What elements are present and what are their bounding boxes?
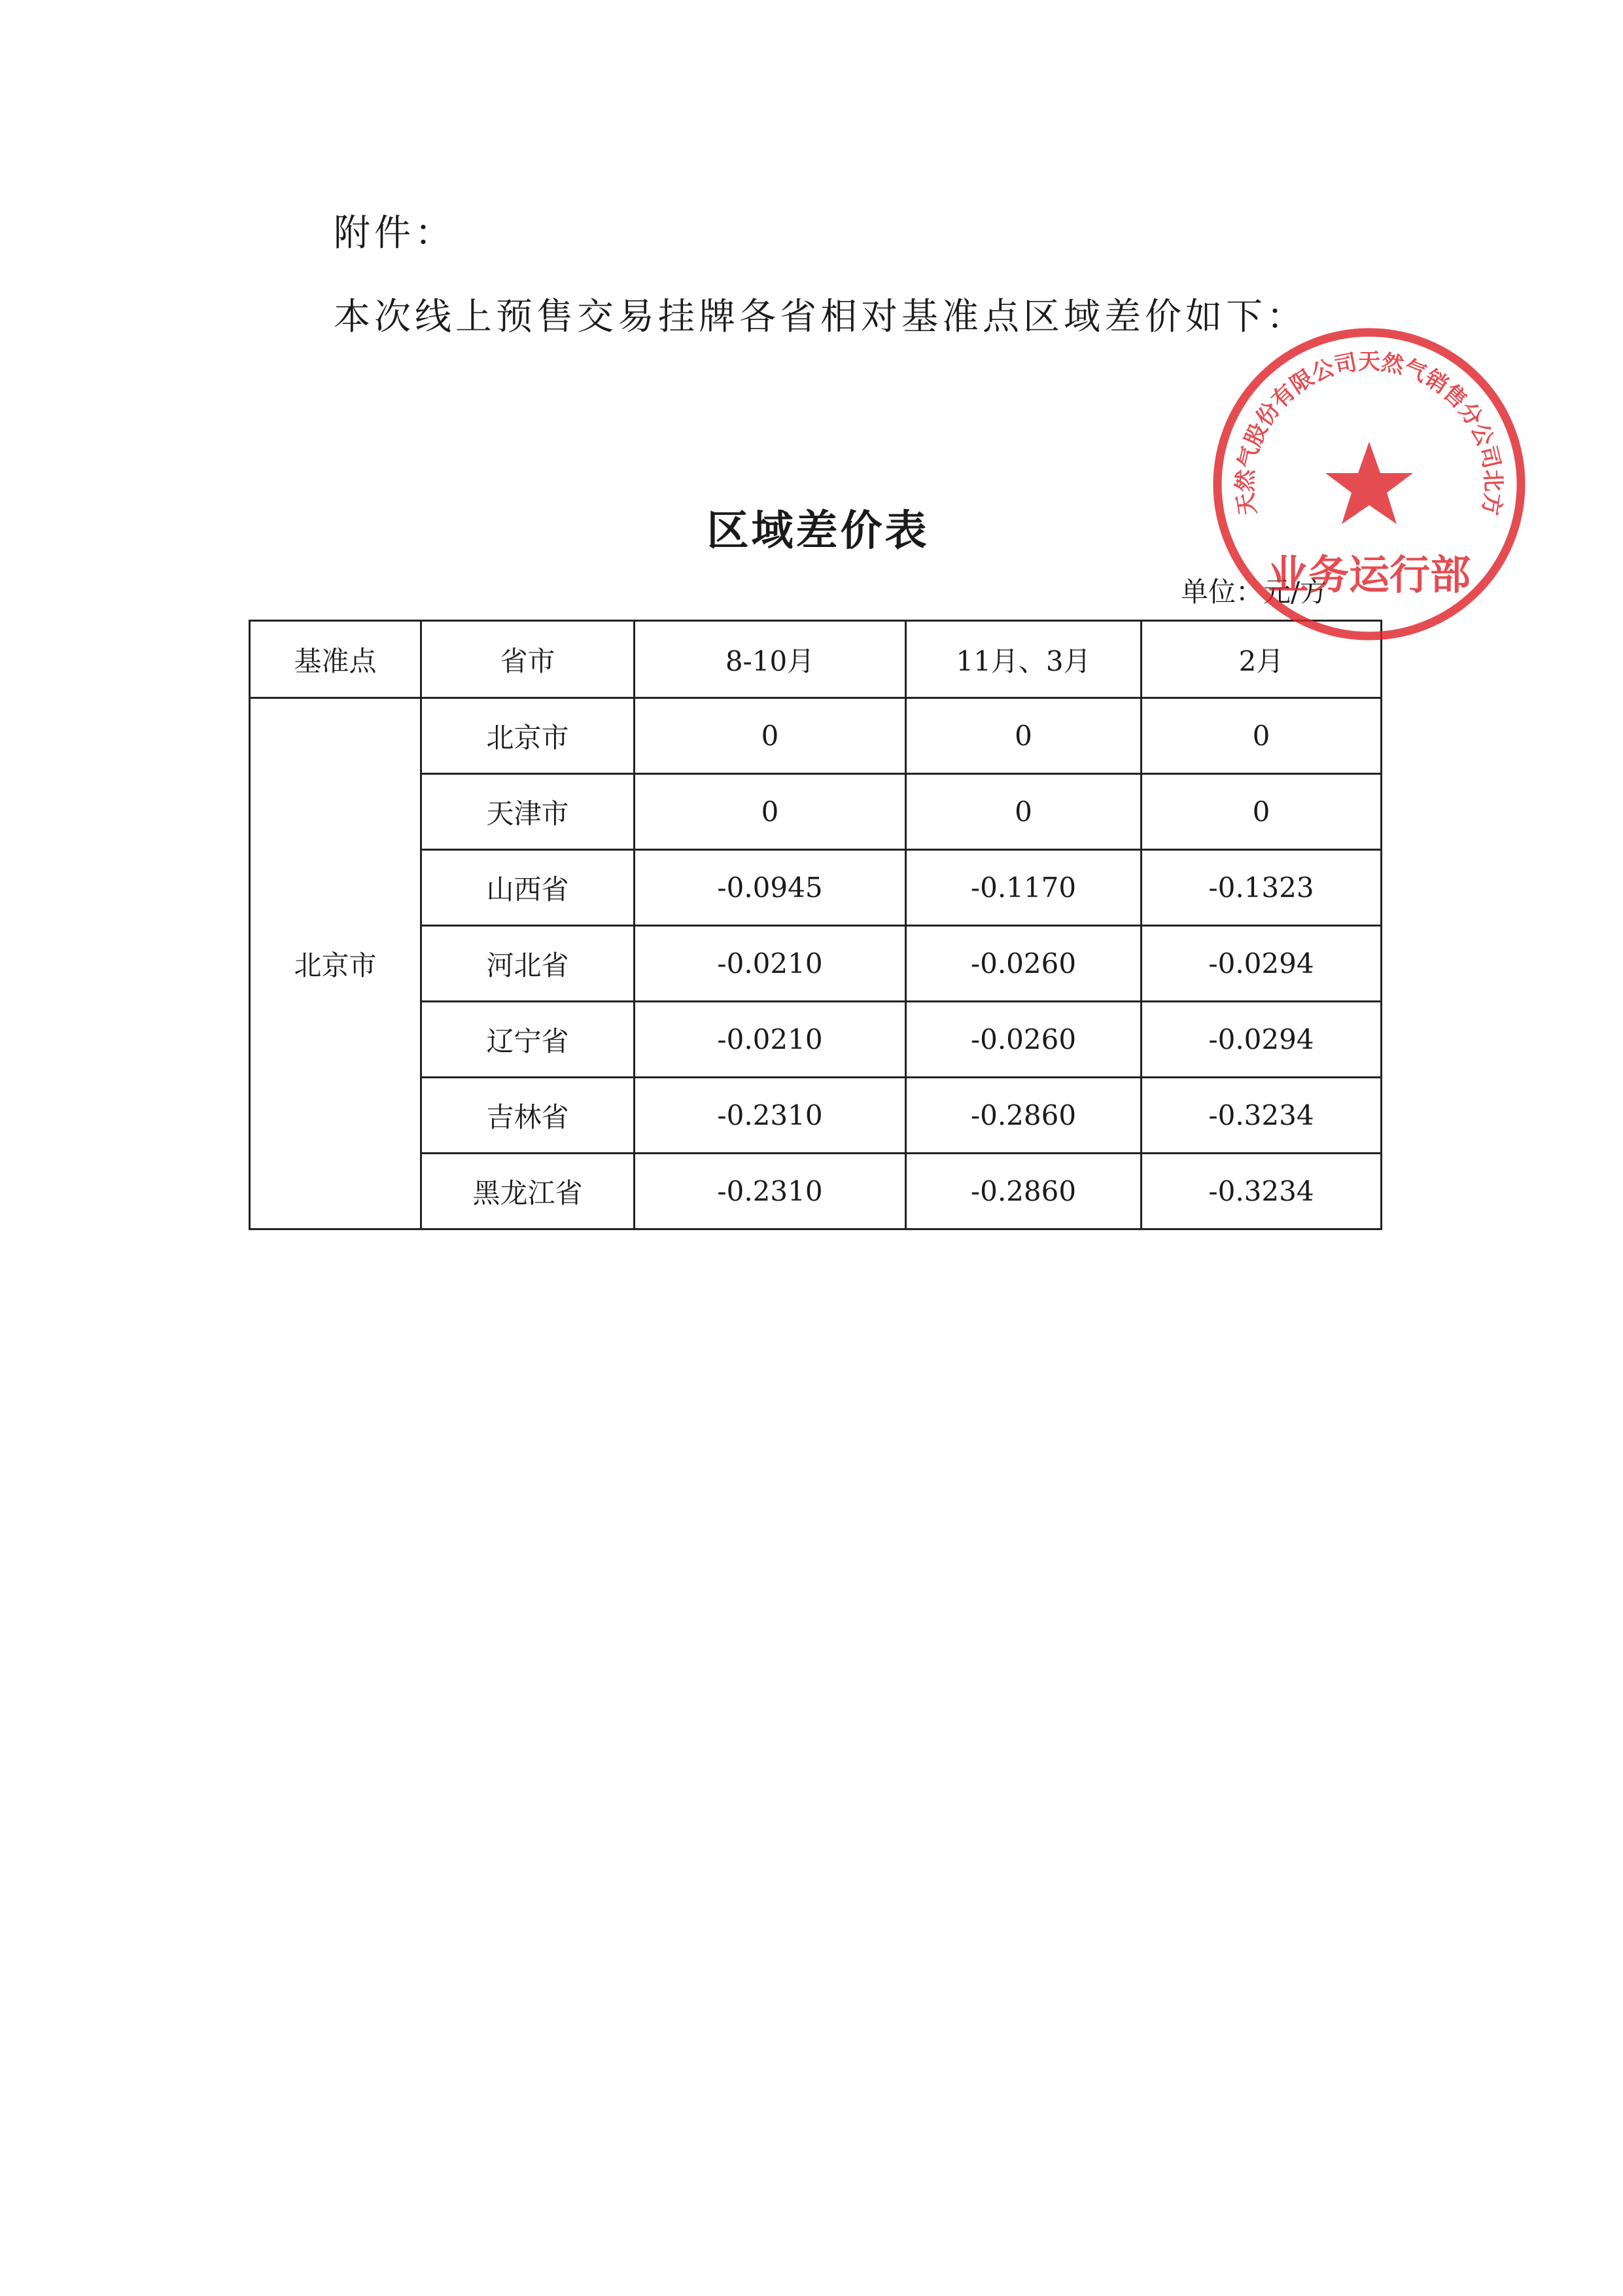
seal-star-icon xyxy=(1325,442,1413,524)
base-point-cell: 北京市 xyxy=(250,698,421,1229)
value-cell: 0 xyxy=(1142,698,1382,774)
province-cell: 吉林省 xyxy=(421,1078,635,1154)
official-seal xyxy=(1209,324,1529,645)
value-cell: 0 xyxy=(635,698,906,774)
table-title: 区域差价表 xyxy=(707,507,930,556)
unit-label: 单位：元/方 xyxy=(1181,576,1328,608)
value-cell: -0.2310 xyxy=(635,1078,906,1154)
value-cell: 0 xyxy=(906,774,1142,850)
value-cell: 0 xyxy=(1142,774,1382,850)
value-cell: -0.3234 xyxy=(1142,1154,1382,1229)
province-cell: 山西省 xyxy=(421,850,635,926)
province-cell: 黑龙江省 xyxy=(421,1154,635,1229)
value-cell: -0.3234 xyxy=(1142,1078,1382,1154)
price-difference-table xyxy=(249,620,1382,1230)
header-aug-oct: 8-10月 xyxy=(635,621,906,698)
value-cell: -0.2860 xyxy=(906,1154,1142,1229)
header-province: 省市 xyxy=(421,621,635,698)
header-base-point: 基准点 xyxy=(250,621,421,698)
value-cell: -0.0294 xyxy=(1142,926,1382,1002)
province-cell: 辽宁省 xyxy=(421,1002,635,1078)
province-cell: 北京市 xyxy=(421,698,635,774)
value-cell: -0.0294 xyxy=(1142,1002,1382,1078)
value-cell: -0.0210 xyxy=(635,926,906,1002)
value-cell: -0.0210 xyxy=(635,1002,906,1078)
header-nov-mar: 11月、3月 xyxy=(906,621,1142,698)
seal-ring-text: 天然气股份有限公司天然气销售分公司北方 xyxy=(1232,349,1507,518)
value-cell: 0 xyxy=(635,774,906,850)
attachment-label: 附件： xyxy=(334,212,455,255)
table-row xyxy=(250,698,1382,774)
value-cell: -0.0945 xyxy=(635,850,906,926)
seal-graphic xyxy=(1209,324,1529,645)
value-cell: -0.2310 xyxy=(635,1154,906,1229)
value-cell: -0.1323 xyxy=(1142,850,1382,926)
value-cell: -0.1170 xyxy=(906,850,1142,926)
value-cell: -0.0260 xyxy=(906,926,1142,1002)
seal-center-text: 业务运行部 xyxy=(1267,551,1471,599)
value-cell: 0 xyxy=(906,698,1142,774)
value-cell: -0.0260 xyxy=(906,1002,1142,1078)
province-cell: 天津市 xyxy=(421,774,635,850)
value-cell: -0.2860 xyxy=(906,1078,1142,1154)
intro-text: 本次线上预售交易挂牌各省相对基准点区域差价如下： xyxy=(334,296,1307,338)
province-cell: 河北省 xyxy=(421,926,635,1002)
header-feb: 2月 xyxy=(1142,621,1382,698)
